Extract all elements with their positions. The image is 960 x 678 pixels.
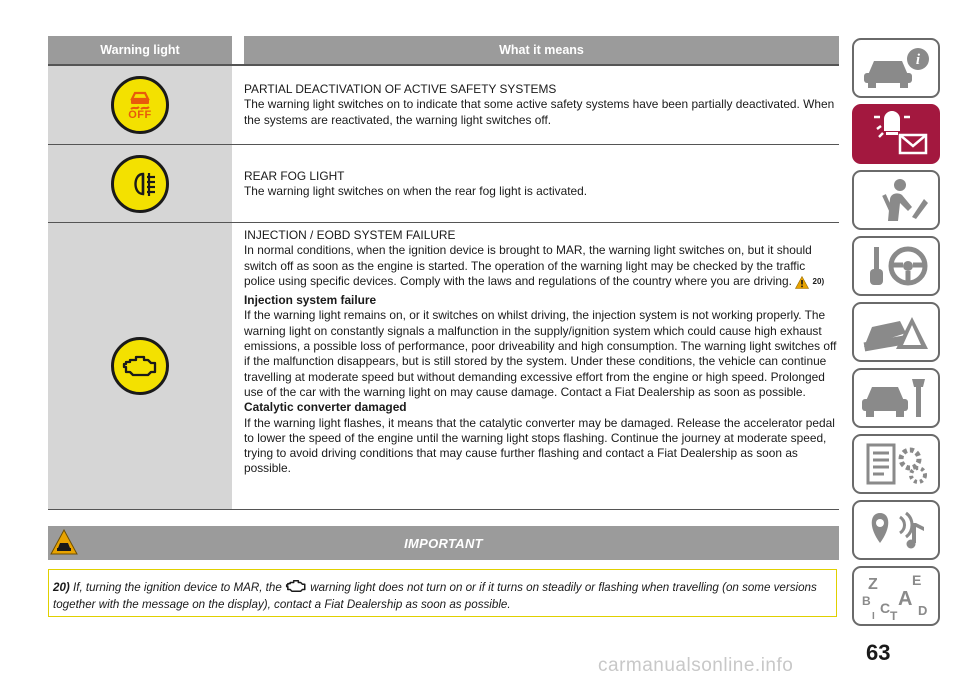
- car-emergency-icon: [860, 309, 932, 355]
- safety-seat-icon: [860, 177, 932, 223]
- important-title: IMPORTANT: [404, 535, 483, 551]
- table-row: [48, 64, 839, 145]
- off-label: OFF: [128, 109, 152, 121]
- warning-triangle-icon: [50, 529, 78, 560]
- tab-multimedia[interactable]: [852, 500, 940, 560]
- row-title: PARTIAL DEACTIVATION OF ACTIVE SAFETY SYSTEMS: [244, 82, 557, 96]
- row-title: INJECTION / EOBD SYSTEM FAILURE: [244, 228, 456, 242]
- subtext-injection: If the warning light remains on, or it switches on whilst driving, the injection system is not working properly. The warning light on constantly signals a malfunction in the supply/ignition system which could cause high exhaust emissions, a possible loss of performance, poor driveability and high consumption. The warning light switches off if the malfunction disappears, but is still stored by the system. Under these conditions, the vehicle can continue travelling at moderate speed but without demanding excessive effort from the engine or high speed. Prolonged use of the car with the warning light on may cause damage. Contact a Fiat Dealership as soon as possible.: [244, 308, 837, 399]
- index-letter: I: [872, 611, 875, 621]
- rear-fog-light-icon: [111, 155, 169, 213]
- reference-link[interactable]: 20): [812, 277, 825, 287]
- note-number: 20): [53, 581, 70, 594]
- tab-key-steering[interactable]: [852, 236, 940, 296]
- warning-light-table: [48, 36, 839, 510]
- engine-check-icon: [285, 579, 307, 597]
- index-letter: C: [880, 600, 891, 616]
- car-info-icon: [860, 45, 932, 91]
- technical-data-icon: [860, 441, 932, 487]
- tab-emergency[interactable]: [852, 302, 940, 362]
- tab-technical-data[interactable]: [852, 434, 940, 494]
- subheading-catalytic: Catalytic converter damaged: [244, 400, 407, 415]
- tab-warning-lights[interactable]: [852, 104, 940, 164]
- row-body: The warning light switches on to indicate that some active safety systems have been partially deactivated. When the systems are reactivated, the warning light switches off.: [244, 97, 835, 127]
- page-number: 63: [866, 640, 891, 665]
- key-steering-wheel-icon: [860, 243, 932, 289]
- header-what-it-means: What it means: [244, 36, 839, 64]
- index-letter: E: [912, 572, 922, 588]
- index-letter: Z: [868, 576, 878, 593]
- multimedia-icon: [860, 507, 932, 553]
- tab-safety[interactable]: [852, 170, 940, 230]
- index-letter: D: [918, 603, 928, 618]
- header-warning-light: Warning light: [48, 36, 232, 64]
- row-body: In normal conditions, when the ignition device is brought to MAR, the warning light switches on, but it should switch off as soon as the engine is started. The operation of the warning light may be checked by the traffic police using specific devices. Comply with the laws and regulations of the country where you are driving.: [244, 243, 812, 288]
- index-letters-icon: [860, 571, 932, 621]
- important-header: [48, 526, 839, 560]
- subheading-injection: Injection system failure: [244, 293, 377, 308]
- index-letter: A: [898, 588, 913, 610]
- tab-maintenance[interactable]: [852, 368, 940, 428]
- warning-lights-icon: [860, 111, 932, 157]
- table-row: [48, 145, 839, 223]
- warning-triangle-icon: [795, 276, 809, 293]
- index-letter: B: [862, 594, 871, 608]
- table-header: [48, 36, 839, 64]
- subtext-catalytic: If the warning light flashes, it means that the catalytic converter may be damaged. Release the accelerator pedal to lower the speed of the engine until the warning light stops flashing. Continue the journey at moderate speed, trying to avoid driving conditions that may cause further flashing and contact a Fiat Dealership as soon as possible.: [244, 415, 835, 476]
- svg-text:i: i: [915, 52, 921, 68]
- row-body: The warning light switches on when the rear fog light is activated.: [244, 184, 588, 199]
- important-note: 20) If, turning the ignition device to MAR, the warning light does not turn on or if it turns on steadily or flashing when travelling (on some versions together with the message on the display), contact a Fiat Dealership as soon as possible.: [48, 569, 837, 617]
- engine-check-icon: [111, 337, 169, 395]
- index-letter: T: [890, 609, 898, 621]
- tab-index[interactable]: [852, 566, 940, 626]
- car-maintenance-icon: [860, 375, 932, 421]
- watermark: carmanualsonline.info: [598, 655, 794, 676]
- table-row: [48, 223, 839, 510]
- tab-car-info[interactable]: [852, 38, 940, 98]
- row-title: REAR FOG LIGHT: [244, 169, 345, 183]
- skid-car-icon: [126, 89, 154, 111]
- esc-off-icon: [111, 76, 169, 134]
